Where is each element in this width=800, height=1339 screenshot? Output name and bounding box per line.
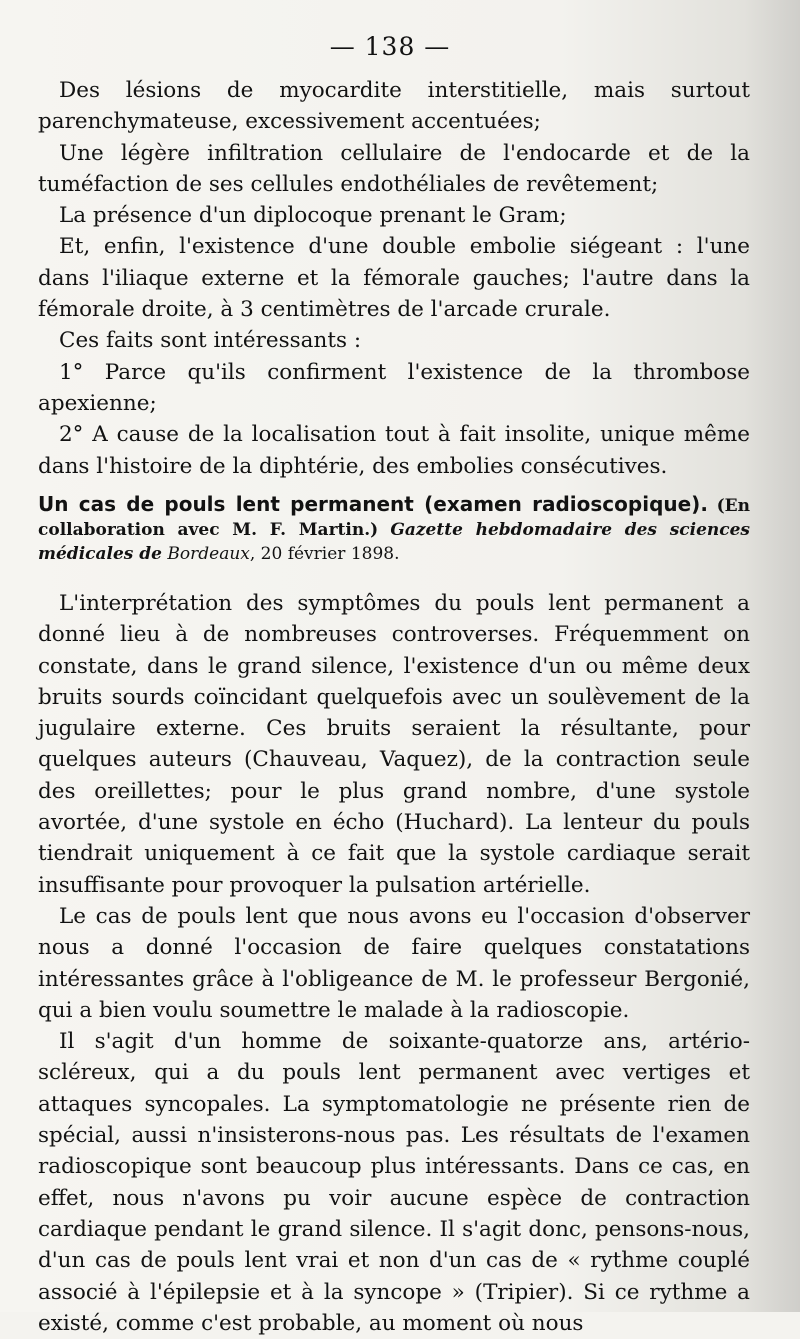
reference-journal: Gazette hebdomadaire des sciences médicales de bbox=[38, 520, 750, 564]
reference-title: Un cas de pouls lent permanent (examen radioscopique). bbox=[38, 492, 708, 516]
paragraph: Et, enfin, l'existence d'une double embolie siégeant : l'une dans l'iliaque externe et la fémorale gauches; l'autre dans la fémorale droite, à 3 centimètres de l'arcade crurale. bbox=[38, 234, 750, 323]
paragraph: L'interprétation des symptômes du pouls lent permanent a donné lieu à de nombreuses controverses. Fréquemment on constate, dans le grand silence, l'existence d'un ou même deux bruits sourds coïncidant quelquefois avec un soulèvement de la jugulaire externe. Ces bruits seraient la résultante, pour quelques auteurs (Chauveau, Vaquez), de la contraction seule des oreillettes; pour le plus grand nombre, d'une systole avortée, d'une systole en écho (Huchard). La lenteur du pouls tiendrait uniquement à ce fait que la systole cardiaque serait insuffisante pour provoquer la pulsation artérielle. bbox=[38, 591, 750, 898]
paragraph: 1° Parce qu'ils confirment l'existence de la thrombose apexienne; bbox=[38, 359, 750, 416]
paragraph: Il s'agit d'un homme de soixante-quatorze ans, artério-scléreux, qui a du pouls lent permanent avec vertiges et attaques syncopales. La symptomatologie ne présente rien de spécial, aussi n'insisterons-nous pas. Les résultats de l'examen radioscopique sont beaucoup plus intéressants. Dans ce cas, en effet, nous n'avons pu voir aucune espèce de contraction cardiaque pendant le grand silence. Il s'agit donc, pensons-nous, d'un cas de pouls lent vrai et non d'un cas de « rythme couplé associé à l'épilepsie et à la syncope » (Tripier). Si ce rythme a existé, comme c'est probable, au moment où nous bbox=[38, 1029, 750, 1336]
reference-date: , 20 février 1898. bbox=[249, 544, 400, 564]
paragraph: Le cas de pouls lent que nous avons eu l'occasion d'observer nous a donné l'occasion de faire quelques constatations intéressantes grâce à l'obligeance de M. le professeur Bergonié, qui a bien voulu soumettre le malade à la radioscopie. bbox=[38, 903, 750, 1023]
page-number: — 138 — bbox=[329, 32, 451, 61]
paragraph: Une légère infiltration cellulaire de l'endocarde et de la tuméfaction de ses cellules endothéliales de revêtement; bbox=[38, 140, 750, 197]
paragraph: Ces faits sont intéressants : bbox=[59, 328, 362, 354]
paragraph: 2° A cause de la localisation tout à fait insolite, unique même dans l'histoire de la diphtérie, des embolies consécutives. bbox=[38, 422, 750, 479]
paragraph: La présence d'un diplocoque prenant le Gram; bbox=[59, 203, 567, 229]
reference-collaboration: (En collaboration avec M. F. Martin.) bbox=[38, 496, 750, 540]
paragraph: Des lésions de myocardite interstitielle, mais surtout parenchymateuse, excessivement accentuées; bbox=[38, 78, 750, 135]
text-block-myocardite bbox=[38, 75, 750, 482]
bibliographic-reference bbox=[38, 492, 750, 566]
reference-place: Bordeaux bbox=[167, 544, 250, 564]
text-block-pouls-lent bbox=[38, 588, 750, 1339]
